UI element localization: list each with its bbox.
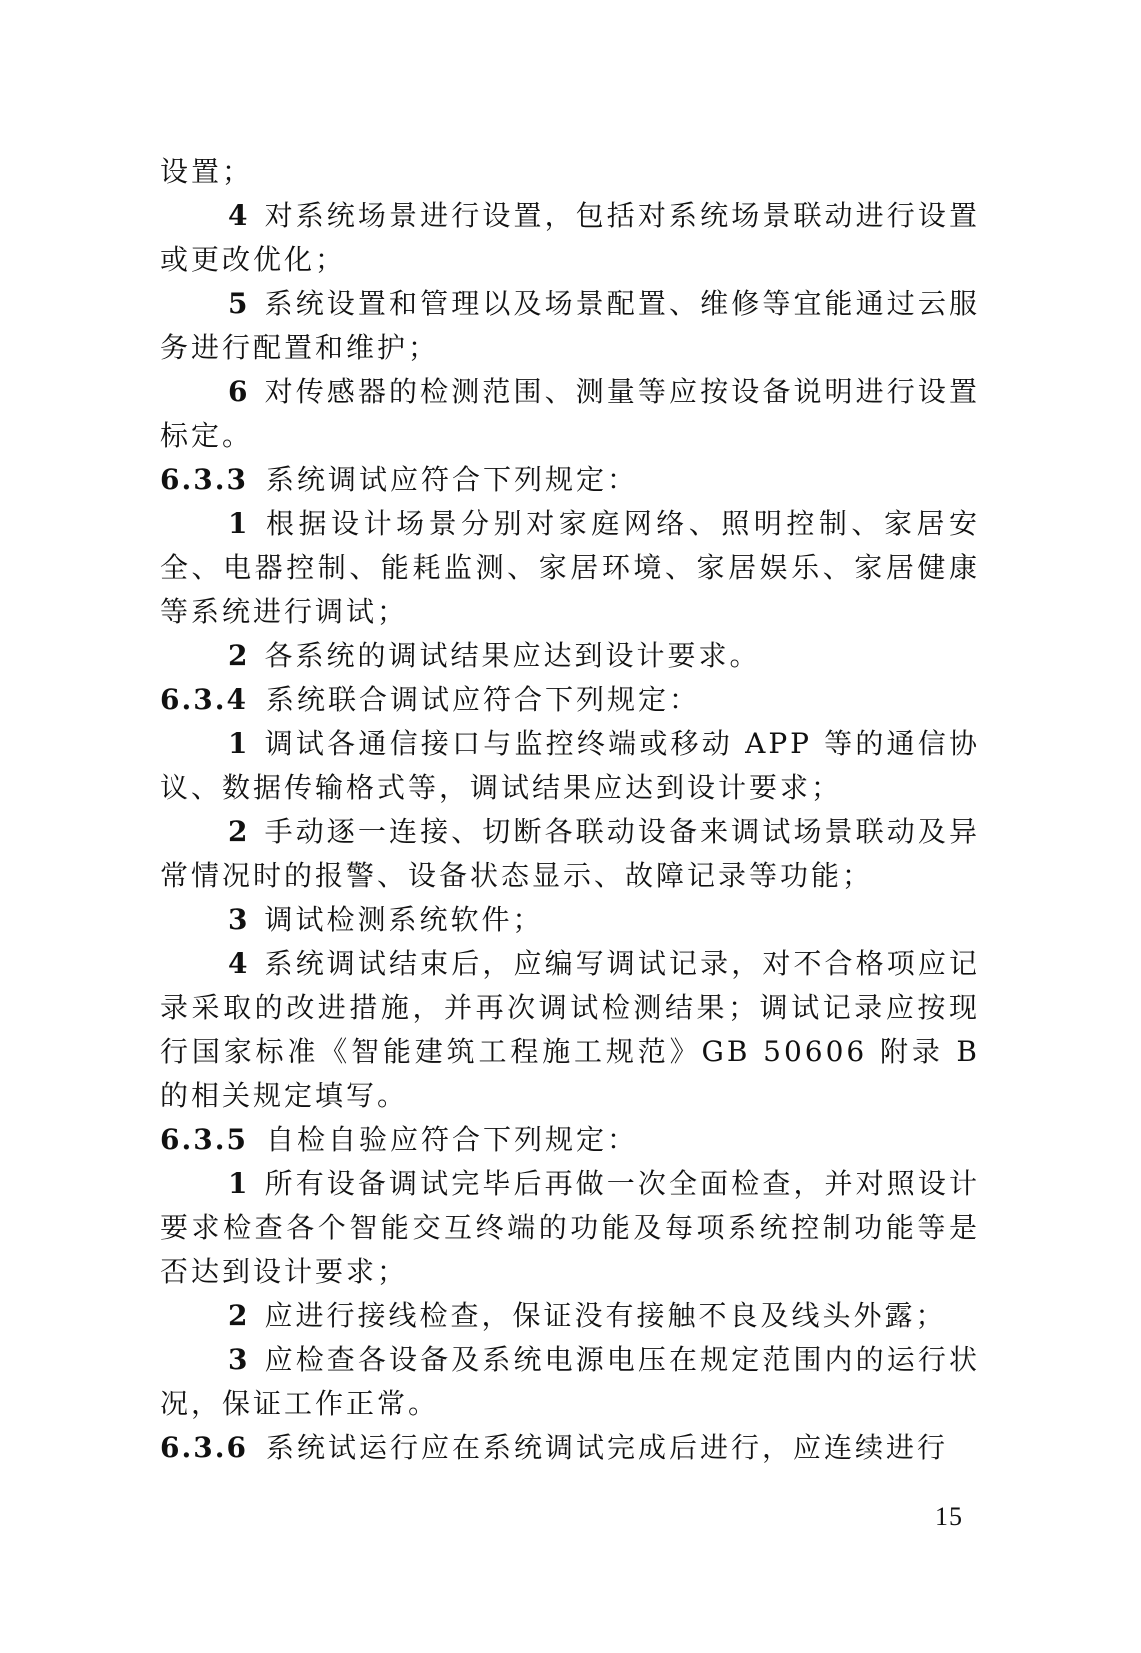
clause-number: 6.3.5 — [160, 1123, 248, 1156]
item-number: 1 — [228, 1167, 251, 1200]
item-number: 2 — [228, 639, 251, 672]
clause-heading — [160, 1118, 980, 1162]
item-number: 4 — [228, 199, 251, 232]
clause-heading — [160, 458, 980, 502]
clause-text: 系统联合调试应符合下列规定： — [265, 683, 700, 716]
list-item — [160, 370, 980, 458]
list-item — [160, 1294, 980, 1338]
clause-number: 6.3.6 — [160, 1431, 248, 1464]
item-text: 手动逐一连接、切断各联动设备来调试场景联动及异常情况时的报警、设备状态显示、故障记录等功能； — [160, 815, 980, 892]
clause-heading — [160, 1426, 980, 1470]
item-number: 3 — [228, 903, 251, 936]
list-item — [160, 1338, 980, 1426]
item-text: 对传感器的检测范围、测量等应按设备说明进行设置标定。 — [160, 375, 980, 452]
item-text: 调试检测系统软件； — [264, 903, 544, 936]
clause-number: 6.3.4 — [160, 683, 248, 716]
clause-text: 自检自验应符合下列规定： — [265, 1123, 638, 1156]
item-number: 6 — [228, 375, 251, 408]
item-text: 调试各通信接口与监控终端或移动 APP 等的通信协议、数据传输格式等，调试结果应达到设计要求； — [160, 727, 980, 804]
list-item — [160, 1162, 980, 1294]
item-number: 1 — [228, 507, 251, 540]
item-text: 系统调试结束后，应编写调试记录，对不合格项应记录采取的改进措施，并再次调试检测结果；调试记录应按现行国家标准《智能建筑工程施工规范》GB 50606 附录 B 的相关规定填写。 — [160, 947, 980, 1112]
item-text: 应检查各设备及系统电源电压在规定范围内的运行状况，保证工作正常。 — [160, 1343, 980, 1420]
item-number: 3 — [228, 1343, 251, 1376]
item-text: 应进行接线检查，保证没有接触不良及线头外露； — [264, 1299, 947, 1332]
list-item — [160, 722, 980, 810]
item-number: 2 — [228, 815, 251, 848]
item-text: 所有设备调试完毕后再做一次全面检查，并对照设计要求检查各个智能交互终端的功能及每项系统控制功能等是否达到设计要求； — [160, 1167, 980, 1288]
list-item — [160, 942, 980, 1118]
list-item — [160, 194, 980, 282]
list-item — [160, 282, 980, 370]
item-number: 5 — [228, 287, 251, 320]
item-number: 2 — [228, 1299, 251, 1332]
clause-heading — [160, 678, 980, 722]
document-body — [160, 150, 980, 1470]
clause-number: 6.3.3 — [160, 463, 248, 496]
list-item — [160, 898, 980, 942]
item-number: 1 — [228, 727, 251, 760]
list-item — [160, 810, 980, 898]
list-item — [160, 502, 980, 634]
clause-text: 系统试运行应在系统调试完成后进行，应连续进行 — [265, 1431, 948, 1464]
list-item — [160, 634, 980, 678]
page-number: 15 — [935, 1502, 963, 1531]
item-number: 4 — [228, 947, 251, 980]
item-text: 系统设置和管理以及场景配置、维修等宜能通过云服务进行配置和维护； — [160, 287, 980, 364]
clause-text: 系统调试应符合下列规定： — [265, 463, 638, 496]
item-text: 各系统的调试结果应达到设计要求。 — [264, 639, 761, 672]
item-text: 对系统场景进行设置，包括对系统场景联动进行设置或更改优化； — [160, 199, 980, 276]
item-text: 根据设计场景分别对家庭网络、照明控制、家居安全、电器控制、能耗监测、家居环境、家居娱乐、家居健康等系统进行调试； — [160, 507, 980, 628]
paragraph-continuation: 设置； — [160, 155, 254, 188]
